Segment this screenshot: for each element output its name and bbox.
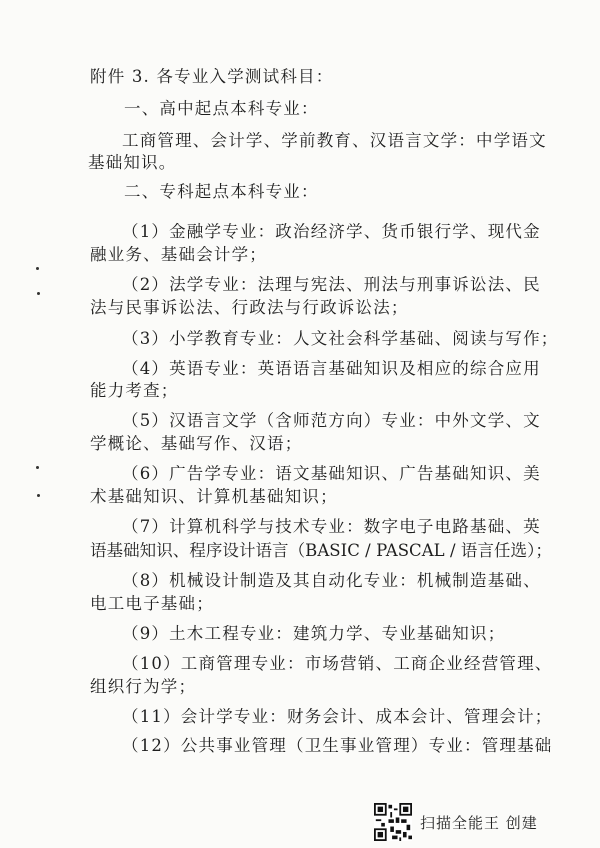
margin-speck (37, 494, 40, 497)
item-7-line-2: 语基础知识、程序设计语言（BASIC / PASCAL / 语言任选）； (90, 541, 552, 560)
margin-speck (37, 292, 40, 295)
item-10-line-2: 组织行为学； (90, 677, 197, 696)
attachment-title: 附件 3. 各专业入学测试科目： (90, 67, 334, 86)
item-8-line-2: 电工电子基础； (90, 594, 214, 613)
section-1-line-1: 工商管理、会计学、学前教育、汉语言文学：中学语文 (122, 131, 547, 150)
item-3-line-1: （3）小学教育专业：人文社会科学基础、阅读与写作； (122, 329, 559, 348)
item-6-line-1: （6）广告学专业：语文基础知识、广告基础知识、美 (122, 464, 541, 483)
item-1-line-2: 融业务、基础会计学； (90, 245, 267, 264)
item-5-line-1: （5）汉语言文学（含师范方向）专业：中外文学、文 (122, 411, 541, 430)
margin-speck (36, 267, 39, 270)
margin-speck (36, 466, 39, 469)
section-1-line-2: 基础知识。 (88, 153, 177, 172)
section-heading-2: 二、专科起点本科专业： (124, 182, 319, 201)
item-8-line-1: （8）机械设计制造及其自动化专业：机械制造基础、 (122, 571, 541, 590)
watermark-text: 扫描全能王 创建 (420, 813, 538, 832)
item-5-line-2: 学概论、基础写作、汉语； (90, 434, 303, 453)
section-heading-1: 一、高中起点本科专业： (124, 99, 319, 118)
item-12-line-1: （12）公共事业管理（卫生事业管理）专业：管理基础 (122, 736, 553, 755)
item-2-line-1: （2）法学专业：法理与宪法、刑法与刑事诉讼法、民 (122, 275, 541, 294)
item-4-line-1: （4）英语专业：英语语言基础知识及相应的综合应用 (122, 359, 541, 378)
item-9-line-1: （9）土木工程专业：建筑力学、专业基础知识； (122, 624, 506, 643)
item-11-line-1: （11）会计学专业：财务会计、成本会计、管理会计； (122, 707, 553, 726)
item-7-line-1: （7）计算机科学与技术专业：数字电子电路基础、英 (122, 517, 541, 536)
qr-code-icon (374, 803, 412, 841)
item-1-line-1: （1）金融学专业：政治经济学、货币银行学、现代金 (122, 222, 541, 241)
item-4-line-2: 能力考查； (90, 381, 179, 400)
item-10-line-1: （10）工商管理专业：市场营销、工商企业经营管理、 (122, 654, 553, 673)
item-2-line-2: 法与民事诉讼法、行政法与行政诉讼法； (90, 298, 409, 317)
scanner-watermark (374, 800, 538, 844)
item-6-line-2: 术基础知识、计算机基础知识； (90, 487, 338, 506)
